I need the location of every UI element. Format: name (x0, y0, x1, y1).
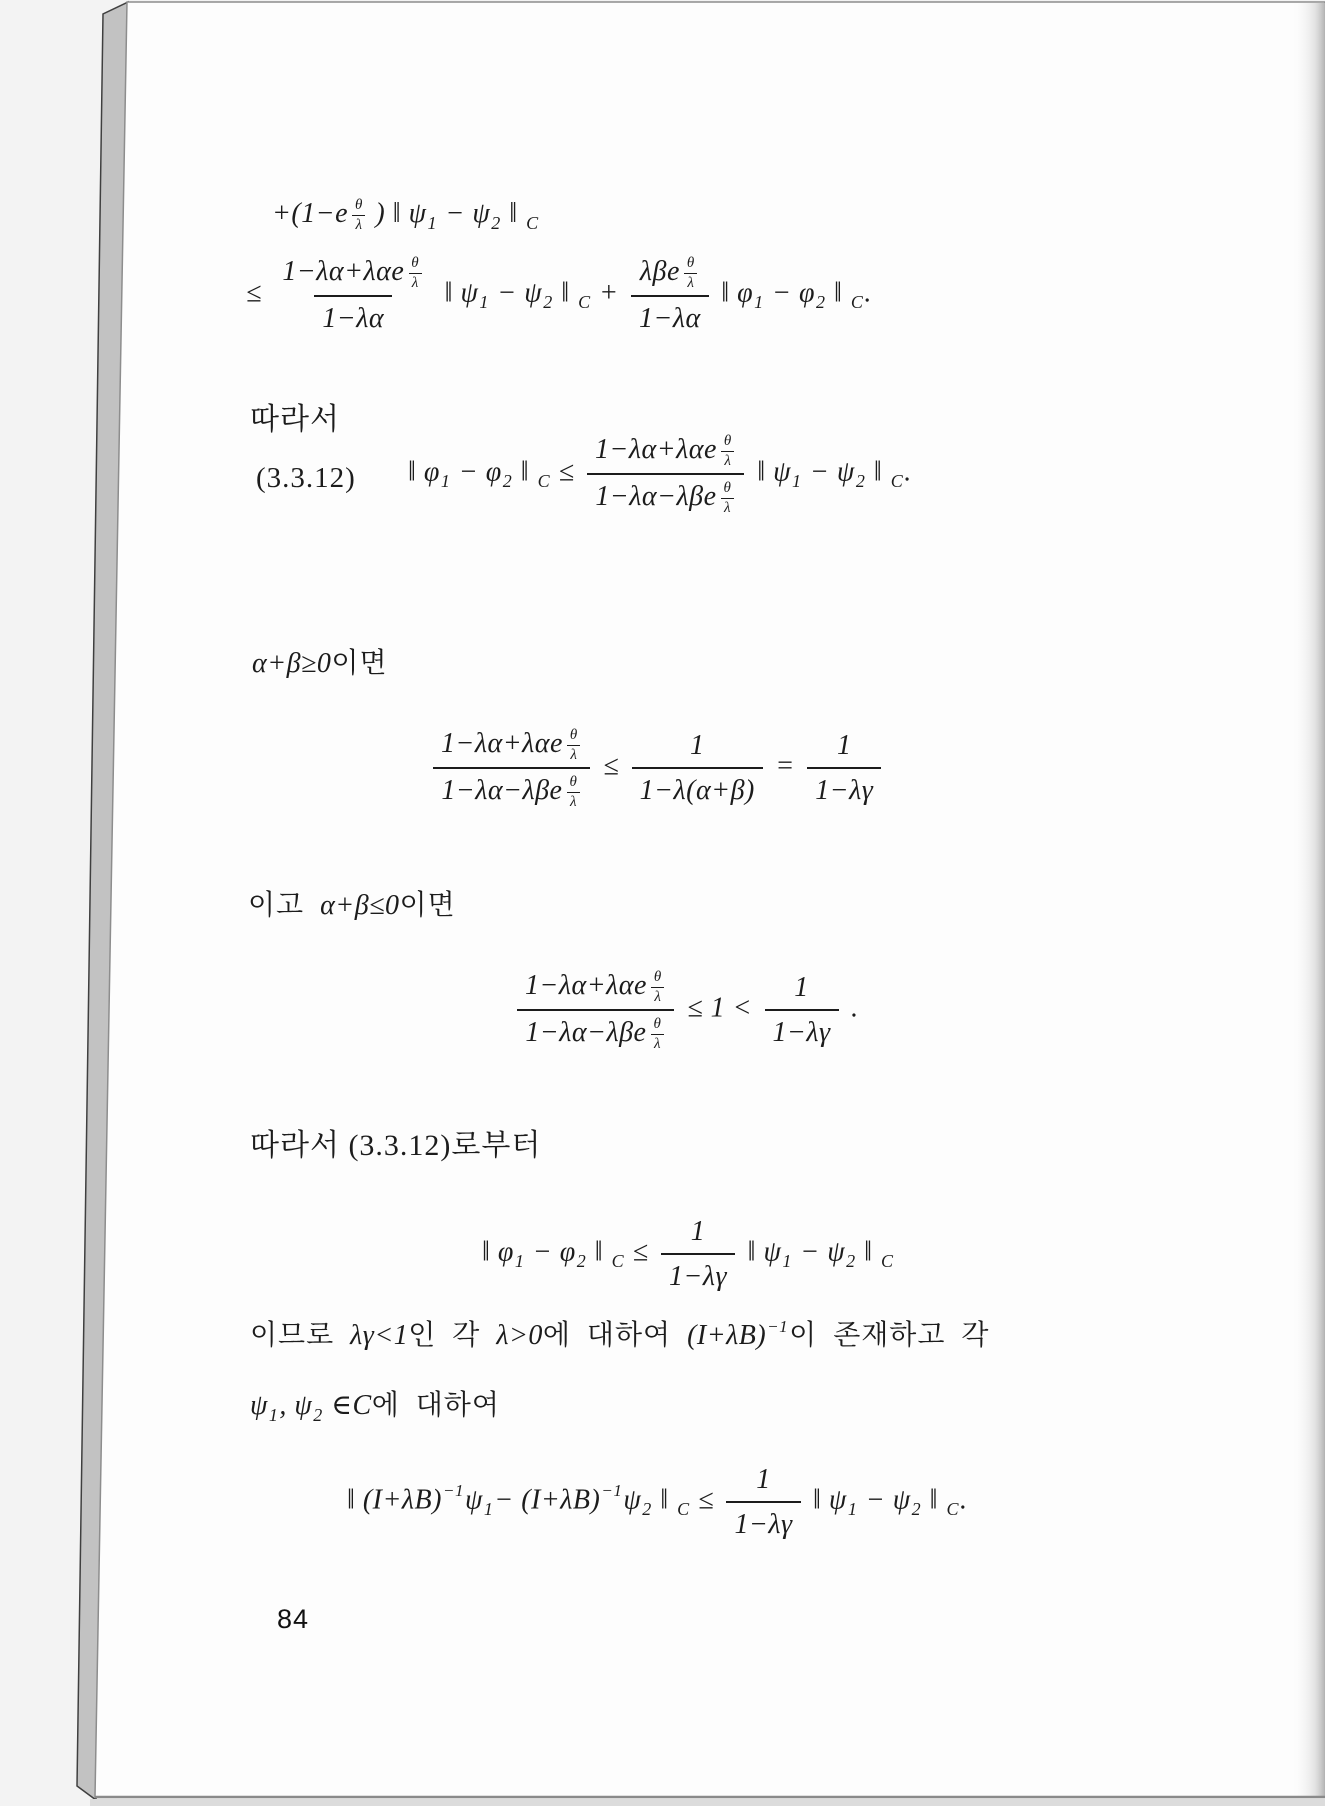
math-token: ≤ (625, 1236, 657, 1268)
math-token: ‖ (501, 198, 526, 229)
math-token: ‖ ψ (805, 1484, 847, 1516)
math-token: −1 (601, 1481, 623, 1501)
math-token: − φ (451, 456, 502, 488)
equation-continued-term (272, 196, 540, 235)
math-token: − ψ (792, 1236, 846, 1268)
math-token: 1 (514, 1251, 525, 1272)
therefore-text: 따라서 (250, 403, 340, 436)
math-token: −1 (442, 1481, 464, 1501)
math-token: λγ<1 (350, 1320, 409, 1351)
math-token: 1−λ(α+β) (639, 775, 755, 806)
exponent-fraction: $\frac{\theta}{\lambda}$ (651, 1016, 665, 1052)
math-token: C (526, 213, 539, 233)
math-token: C (578, 292, 591, 313)
math-token: 2 (642, 1499, 652, 1520)
fraction (587, 432, 745, 516)
math-token: 1 (440, 471, 451, 492)
exponent-fraction: $\frac{\theta}{\lambda}$ (408, 255, 422, 291)
math-token: ≤ 1 < (679, 992, 760, 1024)
math-token: 1−λα−λβe (525, 1017, 647, 1048)
math-token: 1 (689, 730, 705, 761)
math-token: ‖ ψ (740, 1236, 782, 1268)
exponent-fraction: $\frac{\theta}{\lambda}$ (352, 197, 366, 233)
math-token: 1−λα+λαe (282, 256, 405, 287)
math-token: 1 (479, 292, 489, 313)
math-token: 1 (427, 213, 437, 233)
math-token: ‖ (I+λB) (347, 1484, 442, 1516)
math-token: 2 (502, 471, 513, 492)
math-token: ≤ (246, 277, 270, 309)
fraction (631, 254, 709, 336)
math-token: − ψ (438, 198, 491, 229)
math-token: . (843, 992, 859, 1024)
math-token: ‖ ψ (749, 456, 792, 488)
math-token: 1 (847, 1499, 858, 1520)
math-token: ‖ φ (408, 456, 440, 488)
math-token: . (864, 277, 872, 309)
fraction-bound-case2 (512, 968, 859, 1052)
math-token: 이고 (248, 890, 321, 921)
math-token: 1 (756, 1464, 771, 1495)
fraction-bound-case1 (428, 726, 886, 810)
math-token: 2 (855, 471, 866, 492)
math-token: 2 (313, 1405, 323, 1425)
math-token: 2 (846, 1251, 856, 1272)
exponent-fraction: $\frac{\theta}{\lambda}$ (567, 774, 581, 810)
math-token: + (591, 277, 626, 309)
math-token: 에 대하여 (542, 1320, 688, 1351)
math-token: 1−λγ (734, 1509, 793, 1540)
math-token: 1 (792, 471, 802, 492)
math-token: ψ (464, 1484, 483, 1516)
resolvent-lipschitz-inequality (347, 1462, 968, 1542)
math-token: ) ‖ ψ (367, 198, 427, 229)
math-token: C (881, 1251, 894, 1272)
math-token: − φ (764, 277, 815, 309)
math-token: ψ (250, 1390, 268, 1421)
fraction (433, 726, 591, 810)
math-token: ‖ (826, 277, 850, 309)
math-token: ‖ (856, 1236, 881, 1268)
math-token: 이면 (399, 890, 456, 921)
math-token: ‖ (652, 1484, 677, 1516)
paragraph-line-1 (250, 1316, 989, 1353)
math-token: 이 존재하고 각 (789, 1320, 990, 1351)
page-bottom-strip (90, 1799, 1325, 1806)
math-token: ‖ φ (713, 277, 754, 309)
math-token: −1 (767, 1317, 789, 1336)
math-token: 1−λγ (669, 1261, 728, 1292)
exponent-fraction: $\frac{\theta}{\lambda}$ (684, 255, 698, 291)
math-token: 1−λα−λβe (441, 775, 563, 806)
math-token: = (767, 750, 803, 782)
math-token: ‖ (587, 1236, 611, 1268)
math-token: − ψ (489, 277, 543, 309)
math-token: ψ (623, 1484, 642, 1516)
exponent-fraction: $\frac{\theta}{\lambda}$ (721, 433, 735, 469)
math-token: 1−λα (638, 303, 701, 334)
page-right-curl-shadow (1291, 3, 1325, 1796)
math-token: λ>0 (496, 1320, 543, 1351)
math-token: ∈C (323, 1390, 372, 1421)
math-token: 1−λα (322, 303, 385, 334)
math-token: 1−λγ (772, 1017, 831, 1048)
math-token: 1−λα+λαe (441, 728, 563, 759)
equation-number-label: (3.3.12) (256, 462, 356, 494)
math-token: ‖ (922, 1484, 946, 1516)
math-token: 2 (543, 292, 553, 313)
exponent-fraction: $\frac{\theta}{\lambda}$ (567, 727, 581, 763)
math-token: ‖ (553, 277, 578, 309)
math-token: C (677, 1499, 690, 1520)
math-token: 2 (815, 292, 826, 313)
math-token: 1 (782, 1251, 792, 1272)
fraction (807, 728, 881, 808)
math-token: α+β≤0 (320, 890, 400, 921)
math-token: C (946, 1499, 959, 1520)
contraction-inequality (482, 1214, 895, 1294)
math-token: 에 대하여 (371, 1390, 500, 1421)
math-token: λβe (639, 256, 680, 287)
case-alpha-beta-nonnegative (252, 646, 388, 681)
math-token: 이면 (331, 648, 388, 679)
fraction (765, 970, 839, 1050)
equation-3-3-12 (408, 432, 912, 516)
math-token: , ψ (279, 1390, 313, 1421)
fraction (661, 1214, 735, 1294)
math-token: ≤ (595, 750, 627, 782)
exponent-fraction: $\frac{\theta}{\lambda}$ (651, 969, 665, 1005)
math-token: 1−λα+λαe (525, 970, 647, 1001)
math-token: ≤ (690, 1484, 722, 1516)
from-equation-text: 따라서 (3.3.12)로부터 (250, 1129, 542, 1162)
math-token: ‖ ψ (437, 277, 479, 309)
math-token: 1−λα+λαe (595, 434, 717, 465)
math-token: ‖ (866, 456, 890, 488)
paragraph-line-2 (250, 1388, 500, 1427)
math-token: α+β≥0 (252, 648, 332, 679)
exponent-fraction: $\frac{\theta}{\lambda}$ (721, 480, 735, 516)
math-token: ‖ φ (482, 1236, 514, 1268)
math-token: ‖ (513, 456, 537, 488)
math-token: 이므로 (250, 1320, 351, 1351)
math-token: − φ (525, 1236, 576, 1268)
math-token: C (537, 471, 551, 492)
math-token: 2 (491, 213, 501, 233)
math-token: − (I+λB) (494, 1484, 601, 1516)
math-token: 2 (576, 1251, 587, 1272)
math-token: 1 (794, 972, 809, 1003)
fraction (274, 254, 432, 336)
page-number: 84 (277, 1604, 310, 1634)
math-token: 1 (483, 1499, 494, 1520)
math-token: 1 (837, 730, 852, 761)
case-alpha-beta-nonpositive (248, 888, 456, 923)
fraction (726, 1462, 800, 1542)
math-token: 1−λγ (815, 775, 874, 806)
math-token: C (890, 471, 904, 492)
math-token: 1−λα−λβe (595, 481, 717, 512)
math-token: 1 (754, 292, 764, 313)
math-token: C (611, 1251, 625, 1272)
fraction (632, 728, 763, 808)
math-token: C (850, 292, 864, 313)
math-token: − ψ (858, 1484, 911, 1516)
equation-bound-two-fractions (246, 254, 872, 336)
math-token: 1 (690, 1216, 706, 1247)
math-token: +(1−e (272, 198, 349, 229)
math-token: 2 (911, 1499, 922, 1520)
math-token: 1 (268, 1405, 279, 1425)
math-token: . (904, 456, 912, 488)
math-token: . (960, 1484, 968, 1516)
math-token: (I+λB) (687, 1320, 767, 1351)
math-token: ≤ (551, 456, 583, 488)
fraction (517, 968, 675, 1052)
math-token: 인 각 (408, 1320, 497, 1351)
math-token: − ψ (802, 456, 855, 488)
